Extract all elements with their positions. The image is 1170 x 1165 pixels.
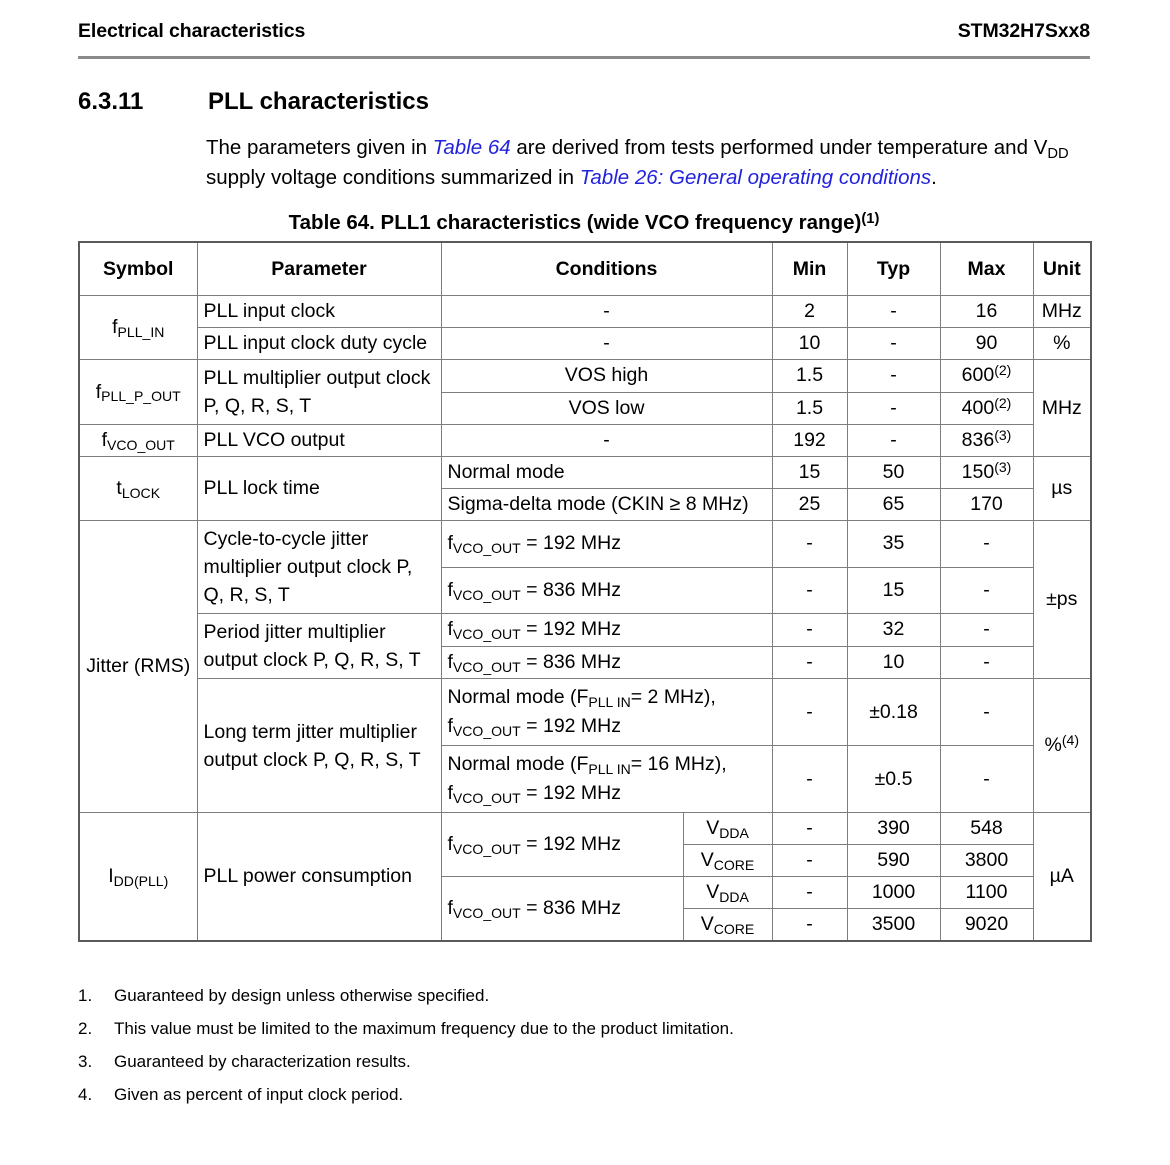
param-long-term-jitter: Long term jitter multiplier output clock P, Q, R, S, T [197,679,441,813]
footnote-ref: (2) [994,362,1012,379]
footnote-ref: (2) [994,394,1012,411]
footnote-list [78,986,1090,1118]
max-value: - [940,567,1033,614]
max-value: 16 [940,296,1033,328]
min-value: - [772,877,847,909]
symbol-vco-out: $f_{VCO\_OUT}$ [79,425,197,457]
param-pll-vco-output: PLL VCO output [197,425,441,457]
cond-dash: - [441,425,772,457]
unit-ua: µA [1033,813,1091,942]
header-part-number: STM32H7Sxx8 [957,20,1090,42]
cond-sigma-delta-mode: Sigma-delta mode (CKIN ≥ 8 MHz) [441,489,772,521]
table-row [79,425,1091,457]
intro-text-2: are derived from tests performed under temperature and [510,136,1034,159]
symbol-subscript: LOCK [121,484,161,501]
min-value: - [772,521,847,568]
col-header-typ: Typ [847,242,940,296]
unit-percent-footnote: %$^{(4)}$ [1033,679,1091,813]
table-row [79,521,1091,568]
footnote-number: 1. [78,986,93,1005]
table-caption-footnote-ref: (1) [861,210,880,227]
intro-paragraph [206,134,1090,191]
footnote-ref: (3) [994,427,1012,444]
typ-value: 15 [847,567,940,614]
cond-fvco-192: $f_{VCO\_OUT} = 192$ MHz [441,521,772,568]
symbol-subscript: VCO_OUT [107,436,175,453]
table-row [79,679,1091,746]
param-pll-power-consumption: PLL power consumption [197,813,441,942]
max-value: 9020 [940,909,1033,942]
symbol-subscript: DD(PLL) [113,872,169,889]
min-value: 1.5 [772,360,847,393]
vdd-symbol: $V_{DD}$ [1033,136,1069,163]
typ-value: 50 [847,457,940,489]
unit-percent: % [1033,328,1091,360]
typ-value: ±0.18 [847,679,940,746]
cond-normal-16mhz: Normal mode ($F_{PLL IN}= 16$ MHz), $f_{VCO\_OUT} = 192$ MHz [441,746,772,813]
min-value: - [772,746,847,813]
intro-text-4: . [931,166,937,189]
symbol-pll-p-out: $f_{PLL\_P\_OUT}$ [79,360,197,425]
header-section-name: Electrical characteristics [78,20,306,42]
section-heading [78,88,1090,116]
footnote-ref: (3) [994,459,1012,476]
min-value: - [772,567,847,614]
symbol-subscript: PLL_IN [117,323,165,340]
table-row [79,360,1091,393]
footnote-text: Guaranteed by design unless otherwise specified. [114,986,490,1005]
table-row [79,457,1091,489]
footnote-item [78,986,1090,1006]
typ-value: 32 [847,614,940,647]
footnote-item [78,1052,1090,1072]
footnote-number: 4. [78,1085,93,1104]
unit-us: µs [1033,457,1091,521]
cond-fvco-192: $f_{VCO\_OUT} = 192$ MHz [441,614,772,647]
min-value: 192 [772,425,847,457]
max-value: - [940,746,1033,813]
typ-value: - [847,328,940,360]
max-value: 90 [940,328,1033,360]
max-value: 600$^{(2)}$ [940,360,1033,393]
max-value: 836$^{(3)}$ [940,425,1033,457]
param-cycle-to-cycle-jitter: Cycle-to-cycle jitter multiplier output clock P, Q, R, S, T [197,521,441,614]
cond-vos-low: VOS low [441,392,772,425]
param-pll-lock-time: PLL lock time [197,457,441,521]
pll1-characteristics-table [78,241,1092,942]
min-value: - [772,813,847,845]
min-value: - [772,909,847,942]
min-value: 15 [772,457,847,489]
footnote-item [78,1085,1090,1105]
param-period-jitter: Period jitter multiplier output clock P, Q, R, S, T [197,614,441,679]
table-header-row [79,242,1091,296]
max-value: - [940,679,1033,746]
typ-value: - [847,392,940,425]
typ-value: 35 [847,521,940,568]
min-value: - [772,614,847,647]
cond-vos-high: VOS high [441,360,772,393]
min-value: - [772,679,847,746]
col-header-max: Max [940,242,1033,296]
max-value: 400$^{(2)}$ [940,392,1033,425]
cond-vdda: $V_{DDA}$ [683,813,772,845]
min-value: - [772,646,847,679]
footnote-text: Given as percent of input clock period. [114,1085,404,1104]
typ-value: 10 [847,646,940,679]
link-table-64[interactable]: Table 64 [432,136,511,159]
unit-mhz: MHz [1033,296,1091,328]
cond-vdda: $V_{DDA}$ [683,877,772,909]
max-value: 548 [940,813,1033,845]
typ-value: 590 [847,845,940,877]
vdd-subscript: DD [1047,146,1069,163]
min-value: 1.5 [772,392,847,425]
footnote-item [78,1019,1090,1039]
param-pll-input-clock: PLL input clock [197,296,441,328]
typ-value: - [847,360,940,393]
intro-text-3: supply voltage conditions summarized in [206,166,580,189]
table-row [79,296,1091,328]
table-row [79,614,1091,647]
max-value: 150$^{(3)}$ [940,457,1033,489]
page-header [78,20,1090,43]
footnote-number: 2. [78,1019,93,1038]
cond-normal-2mhz: Normal mode ($F_{PLL IN}= 2$ MHz), $f_{VCO\_OUT} = 192$ MHz [441,679,772,746]
col-header-min: Min [772,242,847,296]
col-header-conditions: Conditions [441,242,772,296]
footnote-text: Guaranteed by characterization results. [114,1052,411,1071]
cond-dash: - [441,296,772,328]
cond-fvco-836: $f_{VCO\_OUT} = 836$ MHz [441,646,772,679]
cond-dash: - [441,328,772,360]
min-value: 10 [772,328,847,360]
col-header-parameter: Parameter [197,242,441,296]
symbol-subscript: PLL_P_OUT [101,388,181,405]
cond-fvco-836: $f_{VCO\_OUT} = 836$ MHz [441,567,772,614]
cond-normal-mode: Normal mode [441,457,772,489]
footnote-ref: (4) [1061,732,1080,749]
link-table-26[interactable]: Table 26: General operating conditions [579,166,932,189]
footnote-number: 3. [78,1052,93,1071]
param-pll-multiplier-output-clock: PLL multiplier output clock P, Q, R, S, T [197,360,441,425]
unit-ps: ±ps [1033,521,1091,679]
max-value: - [940,521,1033,568]
typ-value: ±0.5 [847,746,940,813]
header-rule [78,56,1090,59]
max-value: 1100 [940,877,1033,909]
spec-table-wrapper [78,241,1090,942]
table-row [79,813,1091,845]
section-title: PLL characteristics [208,88,430,115]
typ-value: - [847,296,940,328]
col-header-symbol: Symbol [79,242,197,296]
max-value: - [940,646,1033,679]
min-value: 25 [772,489,847,521]
typ-value: 1000 [847,877,940,909]
max-value: - [940,614,1033,647]
symbol-lock: $t_{LOCK}$ [79,457,197,521]
col-header-unit: Unit [1033,242,1091,296]
max-value: 170 [940,489,1033,521]
footnote-text: This value must be limited to the maximum frequency due to the product limitation. [114,1019,734,1038]
intro-text-1: The parameters given in [206,136,433,159]
section-number: 6.3.11 [78,88,144,115]
cond-vcore: $V_{CORE}$ [683,845,772,877]
table-row [79,328,1091,360]
param-pll-input-duty-cycle: PLL input clock duty cycle [197,328,441,360]
symbol-pll-in: $f_{PLL\_IN}$ [79,296,197,360]
typ-value: - [847,425,940,457]
max-value: 3800 [940,845,1033,877]
typ-value: 3500 [847,909,940,942]
cond-vcore: $V_{CORE}$ [683,909,772,942]
symbol-jitter-rms: Jitter (RMS) [79,521,197,813]
table-caption [78,211,1090,235]
cond-fvco-836: $f_{VCO\_OUT} = 836$ MHz [441,877,683,942]
min-value: 2 [772,296,847,328]
unit-mhz: MHz [1033,360,1091,457]
typ-value: 390 [847,813,940,845]
symbol-idd-pll: $I_{DD(PLL)}$ [79,813,197,942]
typ-value: 65 [847,489,940,521]
table-caption-text: Table 64. PLL1 characteristics (wide VCO frequency range) [288,211,862,234]
min-value: - [772,845,847,877]
cond-fvco-192: $f_{VCO\_OUT} = 192$ MHz [441,813,683,877]
